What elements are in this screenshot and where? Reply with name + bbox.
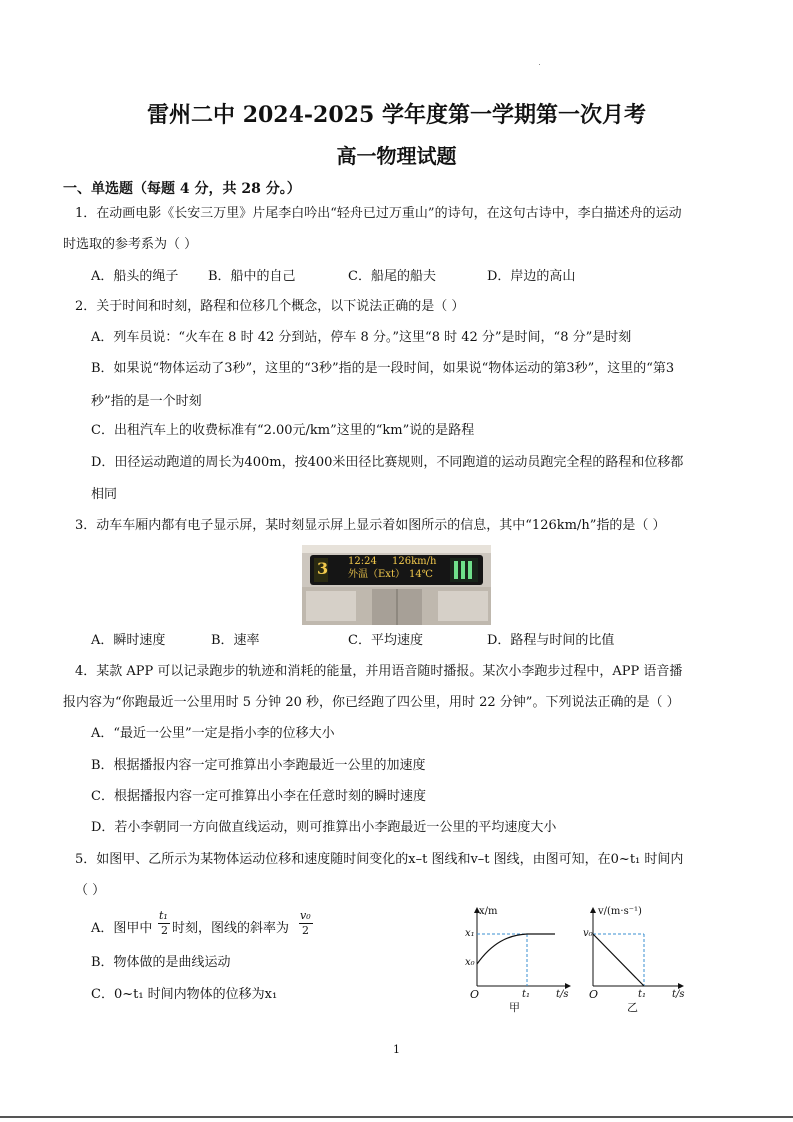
display-time: 12:24 bbox=[348, 556, 377, 567]
q5-a-fraction2-numerator: v₀ bbox=[300, 909, 311, 922]
q5-option-b: B．物体做的是曲线运动 bbox=[91, 955, 231, 970]
display-speed: 126km/h bbox=[392, 556, 437, 567]
q3-option-d: D．路程与时间的比值 bbox=[487, 633, 615, 648]
train-display-photo bbox=[302, 545, 491, 625]
page-number: 1 bbox=[393, 1043, 400, 1056]
q2-stem: 2．关于时间和时刻，路程和位移几个概念，以下说法正确的是（ ） bbox=[75, 299, 465, 314]
graph-xt-curve bbox=[477, 934, 555, 964]
q2-option-a: A．列车员说：“火车在 8 时 42 分到站，停车 8 分。”这里“8 时 42 分”是时间，“8 分”是时刻 bbox=[91, 330, 632, 345]
q2-option-d-line2: 相同 bbox=[91, 487, 118, 502]
graph-vt-v0-label: v₀ bbox=[583, 928, 593, 939]
graph-xt-y-label: x/m bbox=[479, 906, 498, 917]
exam-subtitle: 高一物理试题 bbox=[336, 144, 457, 168]
display-temp-label: 外温（Ext） bbox=[348, 569, 405, 580]
graph-vt-t1-label: t₁ bbox=[638, 989, 647, 1000]
q1-option-c: C．船尾的船夫 bbox=[348, 269, 436, 284]
q1-option-b: B．船中的自己 bbox=[208, 269, 296, 284]
q4-option-a: A．“最近一公里”一定是指小李的位移大小 bbox=[91, 726, 335, 741]
q1-option-a: A．船头的绳子 bbox=[91, 269, 179, 284]
section-heading: 一、单选题（每题 4 分，共 28 分。） bbox=[63, 181, 301, 197]
q4-option-b: B．根据播报内容一定可推算出小李跑最近一公里的加速度 bbox=[91, 758, 426, 773]
graph-xt-x-label: t/s bbox=[556, 989, 569, 1000]
graph-xt-caption: 甲 bbox=[509, 1001, 520, 1014]
display-car-number: 3 bbox=[317, 559, 329, 578]
graph-vt-x-label: t/s bbox=[672, 989, 685, 1000]
display-temperature: 14℃ bbox=[409, 569, 433, 580]
q5-option-a-middle: 时刻，图线的斜率为 bbox=[172, 921, 290, 936]
graph-vt-line bbox=[593, 934, 644, 986]
q5-a-fraction-denominator: 2 bbox=[161, 924, 168, 937]
q5-option-c: C．0~t₁ 时间内物体的位移为x₁ bbox=[91, 987, 278, 1002]
graph-xt-t1-label: t₁ bbox=[522, 989, 531, 1000]
graph-xt-origin: O bbox=[470, 988, 480, 1001]
q2-option-b-line2: 秒”指的是一个时刻 bbox=[91, 394, 202, 409]
q5-stem-line2: （ ） bbox=[75, 883, 106, 898]
q3-option-b: B．速率 bbox=[211, 633, 260, 648]
q2-option-c: C．出租汽车上的收费标准有“2.00元/km”这里的“km”说的是路程 bbox=[91, 423, 475, 438]
scan-dot bbox=[539, 64, 540, 65]
q2-option-b-line1: B．如果说“物体运动了3秒”，这里的“3秒”指的是一段时间，如果说“物体运动的第3秒”，这里的“第3 bbox=[91, 361, 675, 376]
q5-a-fraction2-denominator: 2 bbox=[302, 924, 309, 937]
q4-stem-line2: 报内容为“你跑最近一公里用时 5 分钟 20 秒，你已经跑了四公里，用时 22 分钟”。下列说法正确的是（ ） bbox=[63, 695, 680, 710]
q1-stem-line2: 时选取的参考系为（ ） bbox=[63, 237, 198, 252]
q3-option-a: A．瞬时速度 bbox=[91, 633, 166, 648]
exam-title: 雷州二中 2024-2025 学年度第一学期第一次月考 bbox=[147, 102, 646, 128]
q4-option-d: D．若小李朝同一方向做直线运动，则可推算出小李跑最近一公里的平均速度大小 bbox=[91, 820, 557, 835]
q1-stem-line1: 1．在动画电影《长安三万里》片尾李白吟出“轻舟已过万重山”的诗句，在这句古诗中，李白描述舟的运动 bbox=[75, 206, 682, 221]
q4-option-c: C．根据播报内容一定可推算出小李在任意时刻的瞬时速度 bbox=[91, 789, 426, 804]
q2-option-d-line1: D．田径运动跑道的周长为400m，按400米田径比赛规则，不同跑道的运动员跑完全程的路程和位移都 bbox=[91, 455, 684, 470]
bottom-rule bbox=[0, 1116, 793, 1118]
graph-xt-x1-label: x₁ bbox=[465, 928, 475, 939]
q5-option-a-prefix: A．图甲中 bbox=[91, 921, 153, 936]
graph-vt-caption: 乙 bbox=[627, 1001, 638, 1014]
graph-xt-x0-label: x₀ bbox=[465, 957, 475, 968]
q4-stem-line1: 4．某款 APP 可以记录跑步的轨迹和消耗的能量，并用语音随时播报。某次小李跑步过程中，APP 语音播 bbox=[75, 664, 683, 679]
graph-vt-origin: O bbox=[589, 988, 599, 1001]
q3-stem: 3．动车车厢内都有电子显示屏，某时刻显示屏上显示着如图所示的信息，其中“126km/h”指的是（ ） bbox=[75, 518, 666, 533]
q5-a-fraction-numerator: t₁ bbox=[159, 909, 168, 922]
graph-vt-y-label: v/(m·s⁻¹) bbox=[598, 906, 642, 917]
q3-option-c: C．平均速度 bbox=[348, 633, 423, 648]
q5-stem-line1: 5．如图甲、乙所示为某物体运动位移和速度随时间变化的x–t 图线和v–t 图线，由图可知，在0~t₁ 时间内 bbox=[75, 852, 684, 867]
q1-option-d: D．岸边的高山 bbox=[487, 269, 576, 284]
